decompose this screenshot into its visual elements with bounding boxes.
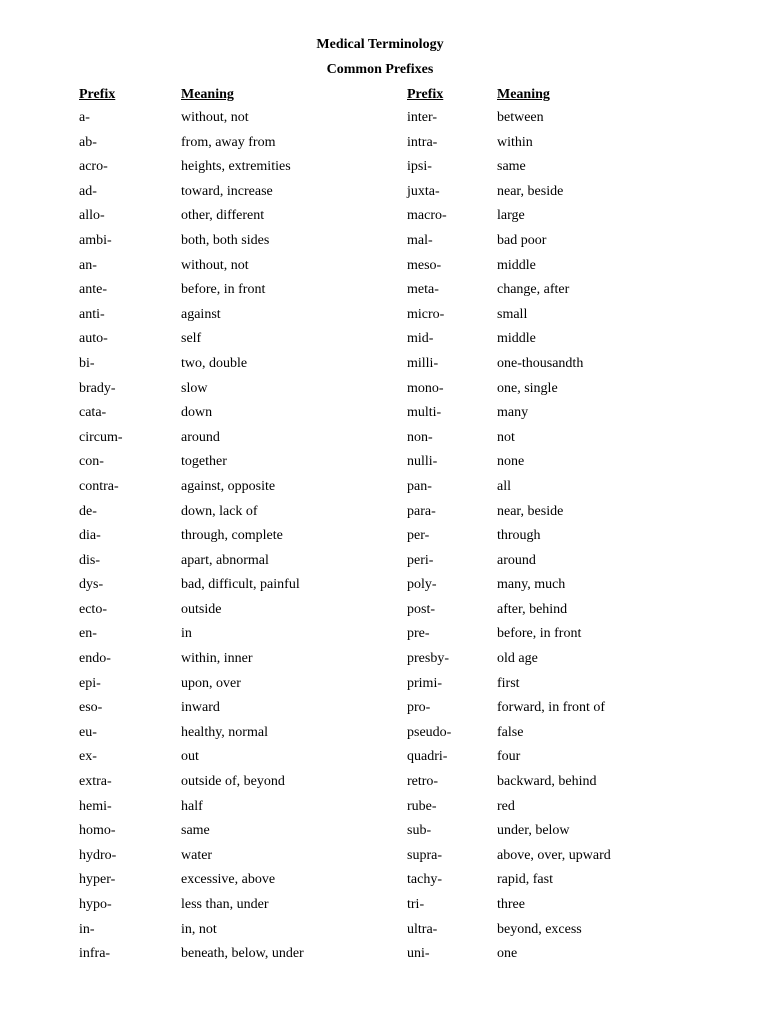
meaning-right-cell: between [497, 110, 544, 125]
prefix-left-cell: con- [79, 454, 104, 470]
table-row [0, 945, 768, 970]
meaning-left-cell: against [181, 306, 221, 322]
meaning-right-cell: all [497, 478, 511, 494]
meaning-right-cell: many, much [497, 577, 566, 593]
meaning-left-cell: down, lack of [181, 503, 258, 519]
prefix-left-cell: dis- [79, 552, 100, 568]
prefix-left-cell: de- [79, 503, 97, 519]
meaning-right-cell: within [497, 134, 533, 150]
table-row [0, 453, 768, 478]
prefix-left-cell: endo- [79, 651, 111, 667]
prefix-left-cell: in- [79, 921, 95, 937]
table-row [0, 183, 768, 208]
meaning-left-cell: around [181, 429, 220, 445]
meaning-right-cell: after, behind [497, 601, 568, 617]
table-row [0, 675, 768, 700]
prefix-left-cell: dia- [79, 528, 101, 544]
meaning-left-cell: less than, under [181, 897, 269, 912]
table-row [0, 748, 768, 773]
meaning-left-cell: down [181, 405, 213, 421]
meaning-left-cell: half [181, 798, 203, 814]
table-row [0, 527, 768, 552]
prefix-right-cell: para- [407, 503, 436, 519]
table-row [0, 330, 768, 355]
prefix-left-cell: ex- [79, 749, 97, 765]
meaning-left-cell: apart, abnormal [181, 552, 269, 568]
prefix-right-cell: supra- [407, 847, 442, 863]
prefix-left-cell: ante- [79, 282, 107, 298]
meaning-right-cell: near, beside [497, 503, 564, 519]
prefix-right-cell: peri- [407, 552, 434, 568]
meaning-left-cell: excessive, above [181, 872, 276, 888]
prefix-right-cell: per- [407, 528, 430, 544]
table-row [0, 699, 768, 724]
header-meaning-right: Meaning [497, 87, 550, 102]
meaning-left-cell: together [181, 454, 227, 470]
prefix-right-cell: sub- [407, 823, 432, 839]
prefix-right-cell: pseudo- [407, 724, 452, 740]
meaning-left-cell: healthy, normal [181, 724, 268, 740]
meaning-right-cell: four [497, 749, 521, 765]
prefix-right-cell: multi- [407, 405, 442, 421]
table-row [0, 404, 768, 429]
meaning-right-cell: false [497, 724, 524, 740]
meaning-left-cell: outside of, beyond [181, 774, 285, 790]
table-row [0, 921, 768, 946]
table-row [0, 306, 768, 331]
prefix-right-cell: macro- [407, 208, 447, 224]
table-row [0, 355, 768, 380]
table-row [0, 601, 768, 626]
prefix-left-cell: dys- [79, 577, 104, 593]
table-row [0, 134, 768, 159]
prefix-right-cell: post- [407, 601, 435, 617]
meaning-right-cell: many [497, 405, 529, 421]
document-subtitle: Common Prefixes [326, 62, 434, 77]
meaning-left-cell: before, in front [181, 282, 266, 298]
table-row [0, 773, 768, 798]
prefix-right-cell: meta- [407, 282, 439, 298]
meaning-left-cell: without, not [181, 257, 249, 273]
meaning-right-cell: large [497, 208, 525, 224]
meaning-left-cell: same [181, 823, 210, 839]
prefix-right-cell: inter- [407, 110, 438, 125]
prefix-left-cell: epi- [79, 675, 101, 691]
prefix-left-cell: auto- [79, 331, 108, 347]
prefix-left-cell: an- [79, 257, 97, 273]
prefix-right-cell: uni- [407, 946, 430, 962]
meaning-left-cell: through, complete [181, 528, 283, 544]
prefix-right-cell: tri- [407, 897, 425, 912]
prefix-left-cell: extra- [79, 774, 112, 790]
prefix-right-cell: presby- [407, 651, 449, 667]
meaning-right-cell: middle [497, 257, 536, 273]
prefix-right-cell: ultra- [407, 921, 438, 937]
meaning-right-cell: around [497, 552, 536, 568]
meaning-right-cell: beyond, excess [497, 921, 582, 937]
table-row [0, 380, 768, 405]
meaning-right-cell: not [497, 429, 515, 445]
meaning-right-cell: middle [497, 331, 536, 347]
prefix-right-cell: rube- [407, 798, 437, 814]
meaning-left-cell: without, not [181, 110, 249, 125]
meaning-left-cell: bad, difficult, painful [181, 577, 300, 593]
meaning-left-cell: slow [181, 380, 208, 396]
meaning-left-cell: water [181, 847, 213, 863]
header-prefix-right: Prefix [407, 87, 444, 102]
meaning-right-cell: old age [497, 651, 538, 667]
meaning-left-cell: upon, over [181, 675, 241, 691]
prefix-left-cell: cata- [79, 405, 107, 421]
prefix-left-cell: ambi- [79, 232, 112, 248]
prefix-right-cell: intra- [407, 134, 438, 150]
meaning-right-cell: near, beside [497, 183, 564, 199]
prefix-right-cell: micro- [407, 306, 445, 322]
prefix-right-cell: nulli- [407, 454, 438, 470]
header-prefix-left: Prefix [79, 87, 116, 102]
table-row [0, 576, 768, 601]
meaning-right-cell: rapid, fast [497, 872, 553, 888]
meaning-left-cell: from, away from [181, 134, 276, 150]
table-row [0, 798, 768, 823]
meaning-right-cell: red [497, 798, 515, 814]
meaning-left-cell: in, not [181, 921, 217, 937]
table-row [0, 232, 768, 257]
prefix-right-cell: milli- [407, 355, 439, 371]
prefix-left-cell: ab- [79, 134, 97, 150]
meaning-left-cell: heights, extremities [181, 159, 291, 175]
meaning-right-cell: under, below [497, 823, 570, 839]
meaning-right-cell: same [497, 159, 526, 175]
meaning-right-cell: bad poor [497, 232, 547, 248]
prefix-table [0, 109, 768, 970]
prefix-right-cell: primi- [407, 675, 442, 691]
prefix-left-cell: anti- [79, 306, 105, 322]
table-row [0, 429, 768, 454]
prefix-right-cell: pan- [407, 478, 432, 494]
meaning-left-cell: against, opposite [181, 478, 276, 494]
meaning-right-cell: none [497, 454, 525, 470]
meaning-left-cell: self [181, 331, 202, 347]
prefix-left-cell: hypo- [79, 897, 112, 912]
meaning-left-cell: out [181, 749, 199, 765]
table-row [0, 625, 768, 650]
meaning-left-cell: beneath, below, under [181, 946, 304, 962]
prefix-left-cell: hyper- [79, 872, 116, 888]
table-row [0, 724, 768, 749]
prefix-right-cell: meso- [407, 257, 442, 273]
table-row [0, 650, 768, 675]
prefix-right-cell: quadri- [407, 749, 448, 765]
meaning-left-cell: other, different [181, 208, 265, 224]
meaning-right-cell: one-thousandth [497, 355, 584, 371]
document-title: Medical Terminology [316, 37, 444, 52]
prefix-left-cell: acro- [79, 159, 108, 175]
prefix-left-cell: hydro- [79, 847, 117, 863]
prefix-right-cell: pro- [407, 700, 431, 716]
prefix-left-cell: a- [79, 110, 90, 125]
prefix-right-cell: tachy- [407, 872, 442, 888]
meaning-left-cell: in [181, 626, 192, 642]
table-row [0, 478, 768, 503]
prefix-left-cell: hemi- [79, 798, 112, 814]
prefix-left-cell: circum- [79, 429, 123, 445]
meaning-left-cell: two, double [181, 355, 248, 371]
prefix-left-cell: en- [79, 626, 97, 642]
meaning-right-cell: first [497, 675, 520, 691]
prefix-right-cell: pre- [407, 626, 430, 642]
prefix-left-cell: brady- [79, 380, 116, 396]
meaning-left-cell: inward [181, 700, 220, 716]
meaning-right-cell: small [497, 306, 528, 322]
meaning-right-cell: before, in front [497, 626, 582, 642]
table-row [0, 503, 768, 528]
prefix-right-cell: mid- [407, 331, 434, 347]
meaning-right-cell: forward, in front of [497, 700, 606, 716]
table-row [0, 847, 768, 872]
table-row [0, 896, 768, 921]
prefix-left-cell: eu- [79, 724, 97, 740]
table-row [0, 822, 768, 847]
table-row [0, 109, 768, 134]
meaning-right-cell: change, after [497, 282, 570, 298]
prefix-left-cell: allo- [79, 208, 105, 224]
meaning-right-cell: one, single [497, 380, 558, 396]
table-row [0, 207, 768, 232]
prefix-left-cell: homo- [79, 823, 116, 839]
prefix-right-cell: mal- [407, 232, 433, 248]
prefix-right-cell: mono- [407, 380, 444, 396]
meaning-right-cell: through [497, 528, 541, 544]
meaning-left-cell: outside [181, 601, 222, 617]
table-row [0, 552, 768, 577]
meaning-right-cell: one [497, 946, 518, 962]
prefix-right-cell: juxta- [407, 183, 440, 199]
table-row [0, 871, 768, 896]
meaning-left-cell: both, both sides [181, 232, 270, 248]
prefix-right-cell: non- [407, 429, 433, 445]
prefix-left-cell: bi- [79, 355, 95, 371]
table-row [0, 257, 768, 282]
prefix-right-cell: retro- [407, 774, 439, 790]
header-meaning-left: Meaning [181, 87, 234, 102]
prefix-left-cell: ecto- [79, 601, 107, 617]
prefix-right-cell: ipsi- [407, 159, 432, 175]
meaning-right-cell: above, over, upward [497, 847, 611, 863]
prefix-left-cell: contra- [79, 478, 119, 494]
table-row [0, 281, 768, 306]
meaning-left-cell: toward, increase [181, 183, 273, 199]
prefix-left-cell: eso- [79, 700, 103, 716]
table-row [0, 158, 768, 183]
meaning-right-cell: three [497, 897, 525, 912]
meaning-right-cell: backward, behind [497, 774, 597, 790]
prefix-left-cell: infra- [79, 946, 111, 962]
prefix-left-cell: ad- [79, 183, 97, 199]
meaning-left-cell: within, inner [181, 651, 253, 667]
prefix-right-cell: poly- [407, 577, 437, 593]
